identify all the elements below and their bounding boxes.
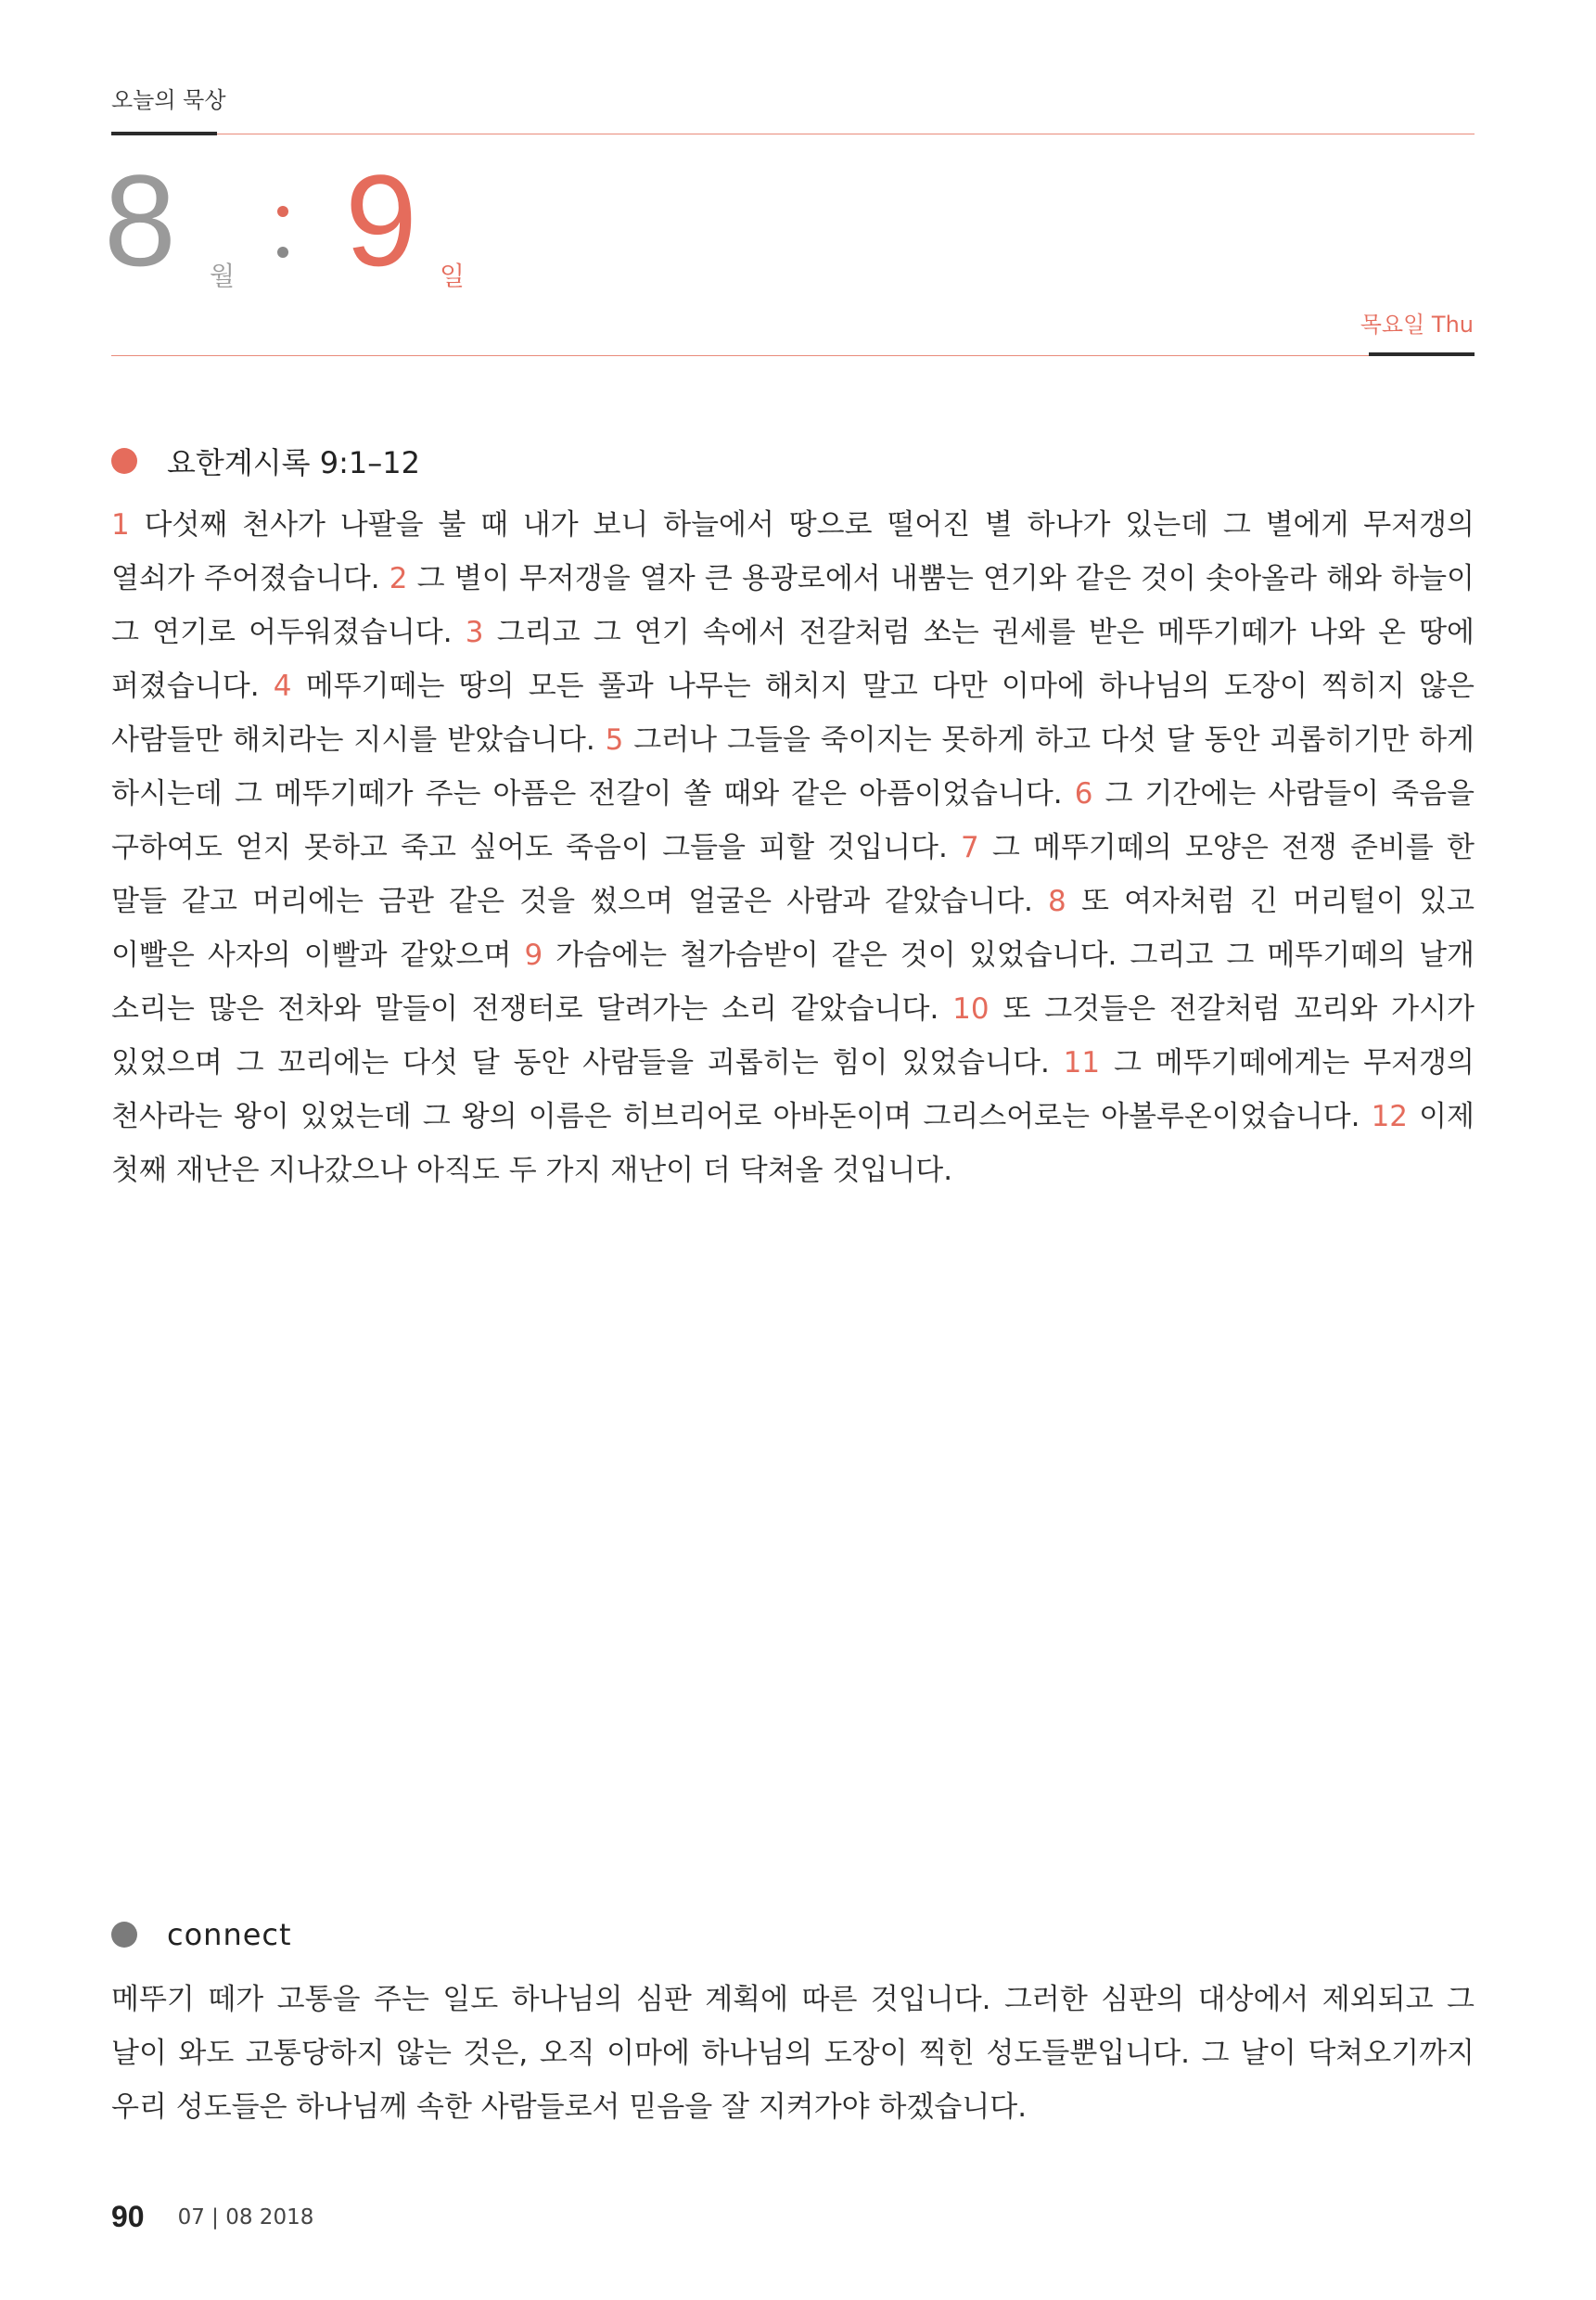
verse-text: 또 여자처럼 긴 머리털이 있고 이빨은 사자의 이빨과 같았으며 <box>111 885 1475 972</box>
scripture-reference: 요한계시록 9:1–12 <box>167 445 420 480</box>
verse-number: 8 <box>1048 885 1066 918</box>
verse-text: 그리고 그 연기 속에서 전갈처럼 쏘는 권세를 받은 메뚜기떼가 나와 온 땅에 퍼졌습니다. <box>111 616 1475 703</box>
verse-number: 7 <box>961 831 979 864</box>
date-rule-accent <box>1369 352 1475 356</box>
connect-heading <box>111 1917 292 1952</box>
verse-text: 가슴에는 철가슴받이 같은 것이 있었습니다. 그리고 그 메뚜기떼의 날개 소리는 많은 전차와 말들이 전쟁터로 달려가는 소리 같았습니다. <box>111 939 1475 1026</box>
verse-number: 6 <box>1074 777 1093 811</box>
verse-number: 10 <box>952 992 990 1026</box>
colon-dot-bottom <box>277 247 288 258</box>
scripture-passage <box>111 498 1475 1197</box>
verse-number: 1 <box>111 508 130 542</box>
verse-number: 9 <box>524 939 543 972</box>
connect-title: connect <box>167 1917 292 1952</box>
month-number: 8 <box>104 147 176 293</box>
verse-number: 2 <box>389 562 408 595</box>
verse-text: 그러나 그들을 죽이지는 못하게 하고 다섯 달 동안 괴롭히기만 하게 하시는데 그 메뚜기떼가 주는 아픔은 전갈이 쏠 때와 같은 아픔이었습니다. <box>111 723 1475 811</box>
issue-date: 07 | 08 2018 <box>177 2204 314 2230</box>
scripture-heading <box>111 440 420 482</box>
day-unit: 일 <box>440 261 466 291</box>
verse-text: 그 메뚜기떼에게는 무저갱의 천사라는 왕이 있었는데 그 왕의 이름은 히브리어로 아바돈이며 그리스어로는 아볼루온이었습니다. <box>111 1046 1475 1133</box>
verse-text: 그 별이 무저갱을 열자 큰 용광로에서 내뿜는 연기와 같은 것이 솟아올라 해와 하늘이 그 연기로 어두워졌습니다. <box>111 562 1475 649</box>
weekday-label: 목요일 Thu <box>1360 312 1474 338</box>
connect-body: 메뚜기 떼가 고통을 주는 일도 하나님의 심판 계획에 따른 것입니다. 그러한 심판의 대상에서 제외되고 그 날이 와도 고통당하지 않는 것은, 오직 이마에 하나님의 도장이 찍힌 성도들뿐입니다. 그 날이 닥쳐오기까지 우리 성도들은 하나님께 속한 사람들로서 믿음을 잘 지켜가야 하겠습니다. <box>111 1983 1475 2124</box>
page-footer <box>111 2200 313 2234</box>
page-number: 90 <box>111 2200 145 2233</box>
colon-dot-top <box>277 206 288 217</box>
verse-text: 다섯째 천사가 나팔을 불 때 내가 보니 하늘에서 땅으로 떨어진 별 하나가 있는데 그 별에게 무저갱의 열쇠가 주어졌습니다. <box>111 508 1475 595</box>
verse-text: 또 그것들은 전갈처럼 꼬리와 가시가 있었으며 그 꼬리에는 다섯 달 동안 사람들을 괴롭히는 힘이 있었습니다. <box>111 992 1475 1080</box>
verse-number: 12 <box>1371 1100 1409 1133</box>
verse-number: 11 <box>1063 1046 1101 1080</box>
verse-text: 메뚜기떼는 땅의 모든 풀과 나무는 해치지 말고 다만 이마에 하나님의 도장이 찍히지 않은 사람들만 해치라는 지시를 받았습니다. <box>111 670 1475 757</box>
date-rule <box>111 355 1475 356</box>
verse-number: 3 <box>465 616 484 649</box>
scripture-bullet-icon <box>111 448 137 474</box>
verse-text: 그 메뚜기떼의 모양은 전쟁 준비를 한 말들 같고 머리에는 금관 같은 것을 썼으며 얼굴은 사람과 같았습니다. <box>111 831 1475 918</box>
day-number: 9 <box>345 147 417 293</box>
verse-number: 5 <box>605 723 624 757</box>
verse-text: 그 기간에는 사람들이 죽음을 구하여도 얻지 못하고 죽고 싶어도 죽음이 그들을 피할 것입니다. <box>111 777 1475 864</box>
verse-text: 이제 첫째 재난은 지나갔으나 아직도 두 가지 재난이 더 닥쳐올 것입니다. <box>111 1100 1475 1187</box>
month-unit: 월 <box>210 261 236 291</box>
header-label: 오늘의 묵상 <box>111 87 226 113</box>
verse-number: 4 <box>273 670 292 703</box>
connect-bullet-icon <box>111 1922 137 1948</box>
header-rule-accent <box>111 132 217 135</box>
